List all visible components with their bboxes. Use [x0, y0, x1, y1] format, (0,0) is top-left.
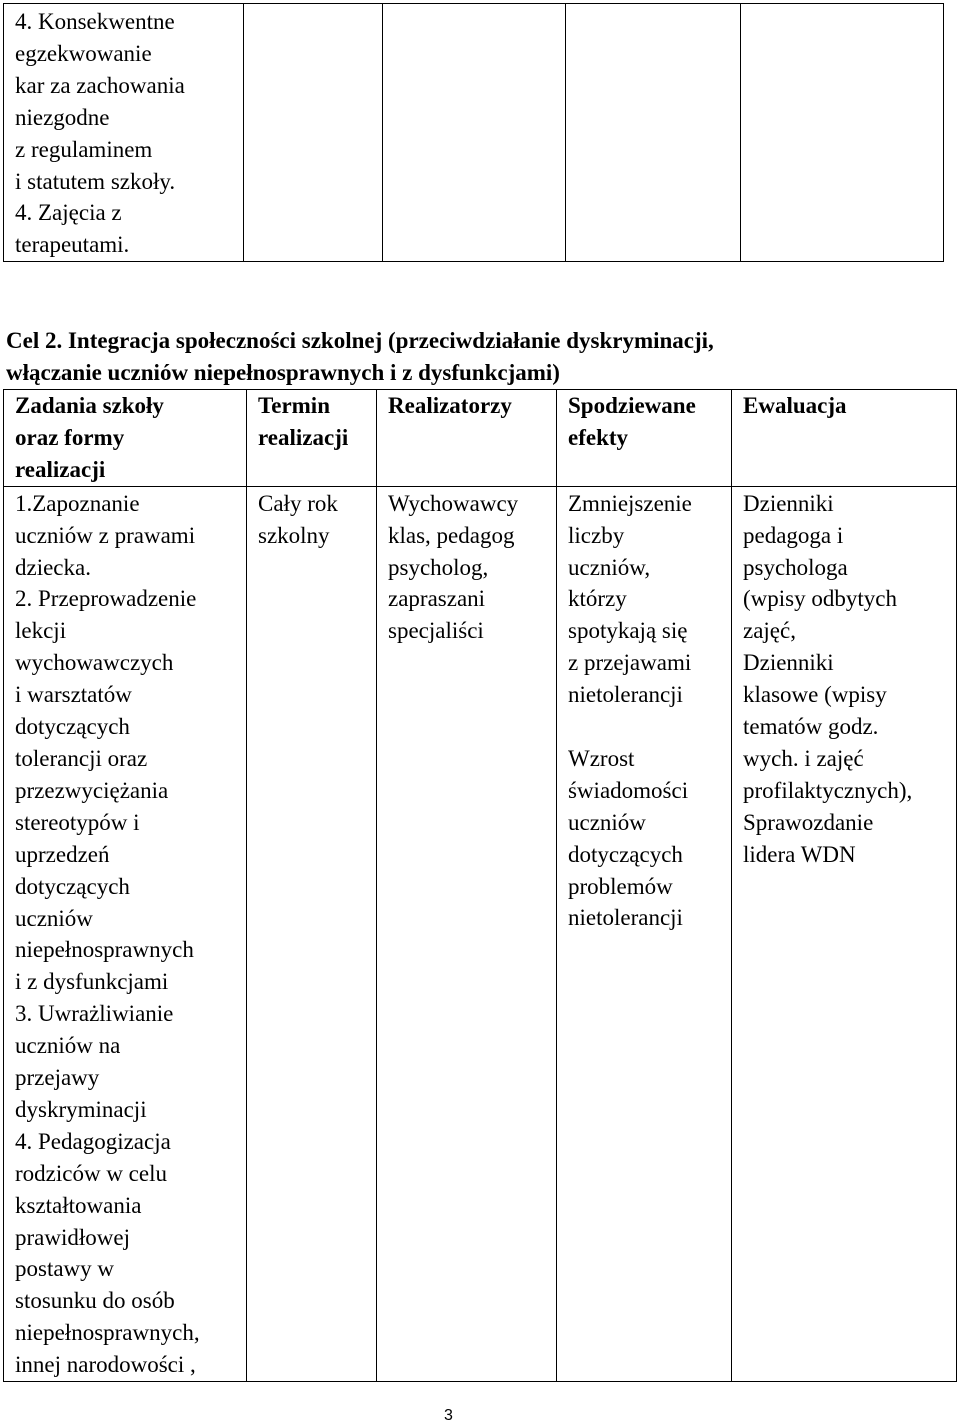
text-line: terapeutami.: [15, 232, 130, 258]
continuation-term-cell: [244, 4, 383, 262]
text-line: egzekwowanie: [15, 40, 152, 66]
text-line: rodziców w celu: [15, 1160, 167, 1186]
heading-line-2: włączanie uczniów niepełnosprawnych i z dysfunkcjami): [6, 360, 560, 385]
header-line: oraz formy: [15, 424, 125, 450]
text-line: innej narodowości ,: [15, 1352, 196, 1378]
header-line: Zadania szkoły: [15, 393, 164, 418]
text-line: specjaliści: [388, 618, 484, 644]
text-line: uczniów: [568, 809, 646, 835]
text-line: z regulaminem: [15, 136, 153, 162]
header-line: Ewaluacja: [743, 393, 847, 418]
text-line: świadomości: [568, 777, 689, 803]
continuation-executors-cell: [383, 4, 566, 262]
text-line: Cały rok: [258, 490, 338, 516]
text-line: problemów: [568, 873, 673, 899]
text-line: (wpisy odbytych: [743, 586, 897, 612]
text-line: lidera WDN: [743, 841, 856, 867]
text-line: z przejawami: [568, 650, 692, 676]
header-effects: [557, 390, 732, 487]
text-line: szkolny: [258, 522, 330, 548]
text-line: psycholog,: [388, 554, 489, 580]
continuation-evaluation-cell: [741, 4, 944, 262]
header-line: efekty: [568, 424, 629, 450]
text-line: Sprawozdanie: [743, 809, 874, 835]
text-line: dotyczących: [15, 873, 130, 899]
header-tasks: [4, 390, 247, 487]
text-line: przezwyciężania: [15, 777, 169, 803]
text-line: uczniów: [15, 905, 93, 931]
text-line: postawy w: [15, 1256, 115, 1282]
header-line: Termin: [258, 393, 330, 418]
text-line: prawidłowej: [15, 1224, 130, 1250]
text-line: Wzrost: [568, 745, 635, 771]
text-line: Dzienniki: [743, 650, 834, 676]
text-line: 4. Konsekwentne: [15, 9, 175, 34]
text-line: liczby: [568, 522, 625, 548]
text-line: zajęć,: [743, 618, 796, 644]
text-line: niezgodne: [15, 104, 110, 130]
heading-line-1: Cel 2. Integracja społeczności szkolnej (przeciwdziałanie dyskryminacji,: [6, 328, 714, 353]
text-line: 4. Zajęcia z: [15, 200, 122, 226]
text-line: stosunku do osób: [15, 1288, 175, 1314]
text-line: przejawy: [15, 1065, 100, 1091]
goal-table: [3, 389, 957, 1382]
effects-cell: [557, 486, 732, 1381]
text-line: pedagoga i: [743, 522, 844, 548]
text-line: i z dysfunkcjami: [15, 969, 169, 995]
text-line: niepełnosprawnych: [15, 937, 194, 963]
executors-cell: [377, 486, 557, 1381]
text-line: profilaktycznych),: [743, 777, 913, 803]
text-line: uprzedzeń: [15, 841, 110, 867]
table-row: [4, 486, 957, 1381]
text-line: Zmniejszenie: [568, 490, 692, 516]
text-line: tematów godz.: [743, 714, 879, 740]
text-line: 3. Uwrażliwianie: [15, 1001, 174, 1027]
text-line: wych. i zajęć: [743, 745, 864, 771]
tasks-cell: [4, 486, 247, 1381]
text-line: Dzienniki: [743, 490, 834, 516]
text-line: którzy: [568, 586, 627, 612]
text-line: spotykają się: [568, 618, 688, 644]
text-line: uczniów z prawami: [15, 522, 196, 548]
header-evaluation: [732, 390, 957, 487]
text-line: zapraszani: [388, 586, 486, 612]
paragraph-spacer: [568, 711, 731, 743]
text-line: Wychowawcy: [388, 490, 519, 516]
text-line: 2. Przeprowadzenie: [15, 586, 197, 612]
text-line: 4. Pedagogizacja: [15, 1128, 171, 1154]
continuation-effects-cell: [566, 4, 741, 262]
header-line: realizacji: [15, 456, 106, 482]
text-line: klasowe (wpisy: [743, 682, 887, 708]
header-line: realizacji: [258, 424, 349, 450]
text-line: i statutem szkoły.: [15, 168, 176, 194]
text-line: klas, pedagog: [388, 522, 515, 548]
text-line: 1.Zapoznanie: [15, 490, 140, 516]
text-line: uczniów na: [15, 1033, 121, 1059]
text-line: kar za zachowania: [15, 72, 185, 98]
text-line: uczniów,: [568, 554, 651, 580]
text-line: niepełnosprawnych,: [15, 1320, 200, 1346]
text-line: wychowawczych: [15, 650, 174, 676]
header-line: Spodziewane: [568, 393, 696, 418]
text-line: i warsztatów: [15, 682, 132, 708]
text-line: dyskryminacji: [15, 1096, 147, 1122]
page-number: 3: [444, 1407, 453, 1424]
header-line: Realizatorzy: [388, 393, 512, 418]
header-executors: [377, 390, 557, 487]
table-header-row: [4, 390, 957, 487]
continuation-table: [3, 3, 944, 262]
term-cell: [247, 486, 377, 1381]
text-line: lekcji: [15, 618, 67, 644]
continuation-tasks-cell: [4, 4, 244, 262]
text-line: stereotypów i: [15, 809, 140, 835]
text-line: dziecka.: [15, 554, 91, 580]
text-line: dotyczących: [15, 714, 130, 740]
text-line: psychologa: [743, 554, 848, 580]
text-line: dotyczących: [568, 841, 683, 867]
text-line: tolerancji oraz: [15, 745, 148, 771]
text-line: nietolerancji: [568, 905, 683, 931]
header-term: [247, 390, 377, 487]
text-line: nietolerancji: [568, 682, 683, 708]
section-heading: [6, 325, 714, 389]
text-line: kształtowania: [15, 1192, 142, 1218]
evaluation-cell: [732, 486, 957, 1381]
